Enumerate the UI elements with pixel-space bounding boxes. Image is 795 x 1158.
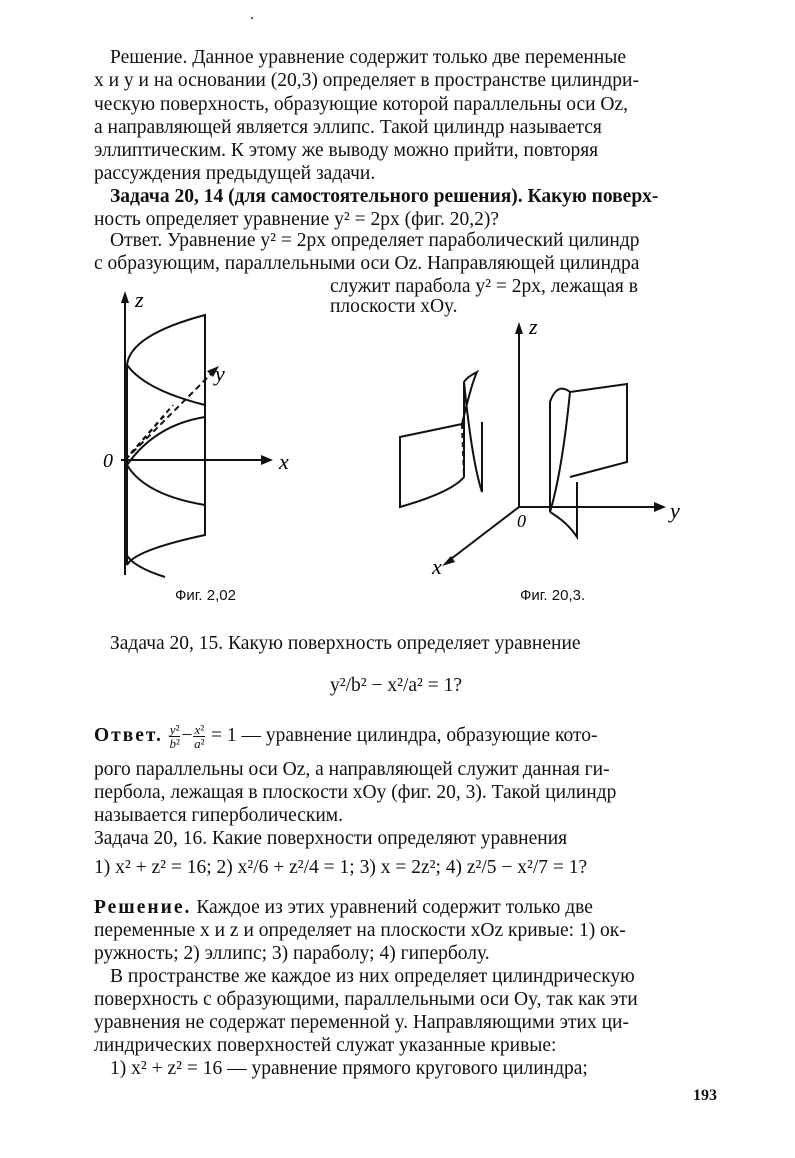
equations-line: 1) x² + z² = 16; 2) x²/6 + z²/4 = 1; 3) x = 2z²; 4) z²/5 − x²/7 = 1? xyxy=(94,857,588,878)
text-line: x и y и на основании (20,3) определяет в пространстве цилиндри- xyxy=(94,70,639,91)
text-line: 1) x² + z² = 16 — уравнение прямого кругового цилиндра; xyxy=(110,1058,588,1079)
axis-label-z: z xyxy=(529,314,538,339)
text-line: ность определяет уравнение y² = 2px (фиг. 20,2)? xyxy=(94,209,499,230)
text-line: переменные x и z и определяет на плоскости xOz кривые: 1) ок- xyxy=(94,920,626,941)
page-dot: . xyxy=(250,6,254,23)
text-line: уравнения не содержат переменной y. Направляющими этих ци- xyxy=(94,1012,629,1033)
fraction: $\frac{\text{y²}}{\text{b²}}$ xyxy=(169,722,180,751)
answer-label: Ответ. xyxy=(94,724,163,746)
text-line: плоскости xOy. xyxy=(330,296,458,317)
figure-hyperbolic-cylinder xyxy=(372,312,702,582)
axis-label-y: y xyxy=(670,498,680,523)
text-line: а направляющей является эллипс. Такой цилиндр называется xyxy=(94,117,602,138)
problem-heading: Задача 20, 15. Какую поверхность определяет уравнение xyxy=(110,633,581,654)
text-line: рассуждения предыдущей задачи. xyxy=(94,163,376,184)
problem-heading: Задача 20, 16. Какие поверхности определяют уравнения xyxy=(94,828,568,849)
origin-label: 0 xyxy=(103,450,113,472)
text-line: линдрических поверхностей служат указанные кривые: xyxy=(94,1035,557,1056)
text-line: ружность; 2) эллипс; 3) параболу; 4) гиперболу. xyxy=(94,943,490,964)
text-line: называется гиперболическим. xyxy=(94,805,343,826)
text-line: пербола, лежащая в плоскости xOy (фиг. 20, 3). Такой цилиндр xyxy=(94,782,617,803)
text-line: поверхность с образующими, параллельными оси Oy, так как эти xyxy=(94,989,638,1010)
answer-text: = 1 — уравнение цилиндра, образующие кото- xyxy=(211,724,598,746)
text-line: рого параллельны оси Oz, а направляющей служит данная ги- xyxy=(94,759,610,780)
text-line: ческую поверхность, образующие которой параллельны оси Oz, xyxy=(94,94,629,115)
text-line: В пространстве же каждое из них определяет цилиндрическую xyxy=(110,966,635,987)
page-number: 193 xyxy=(693,1087,717,1104)
axis-label-y: y xyxy=(215,361,225,386)
axis-label-x: x xyxy=(279,449,289,474)
text-line: эллиптическим. К этому же выводу можно прийти, повторяя xyxy=(94,140,599,161)
origin-label: 0 xyxy=(517,511,526,531)
problem-heading: Задача 20, 14 (для самостоятельного решения). Какую поверх- xyxy=(110,186,659,207)
equation: y²/b² − x²/a² = 1? xyxy=(330,675,463,696)
figure-caption: Фиг. 2,02 xyxy=(175,587,236,604)
answer-line: Ответ. $\frac{\text{y²}}{\text{b²}}$ − $\frac{\text{x²}}{\text{a²}}$ = 1 — уравнение цилиндра, образующие кото- xyxy=(94,722,598,751)
text-line: с образующим, параллельными оси Oz. Направляющей цилиндра xyxy=(94,253,640,274)
text-line: Решение. Данное уравнение содержит только две переменные xyxy=(110,47,627,68)
axis-label-z: z xyxy=(135,287,144,312)
text-line: служит парабола y² = 2px, лежащая в xyxy=(330,276,638,297)
fraction: $\frac{\text{x²}}{\text{a²}}$ xyxy=(194,722,205,751)
answer-line: Ответ. Уравнение y² = 2px определяет параболический цилиндр xyxy=(110,230,640,251)
figure-caption: Фиг. 20,3. xyxy=(520,587,586,604)
figure-parabolic-cylinder xyxy=(95,285,325,585)
solution-label: Решение. xyxy=(94,897,192,918)
solution-line xyxy=(94,897,726,919)
axis-label-x: x xyxy=(432,554,442,579)
solution-text: Каждое из этих уравнений содержит только две xyxy=(196,897,593,918)
